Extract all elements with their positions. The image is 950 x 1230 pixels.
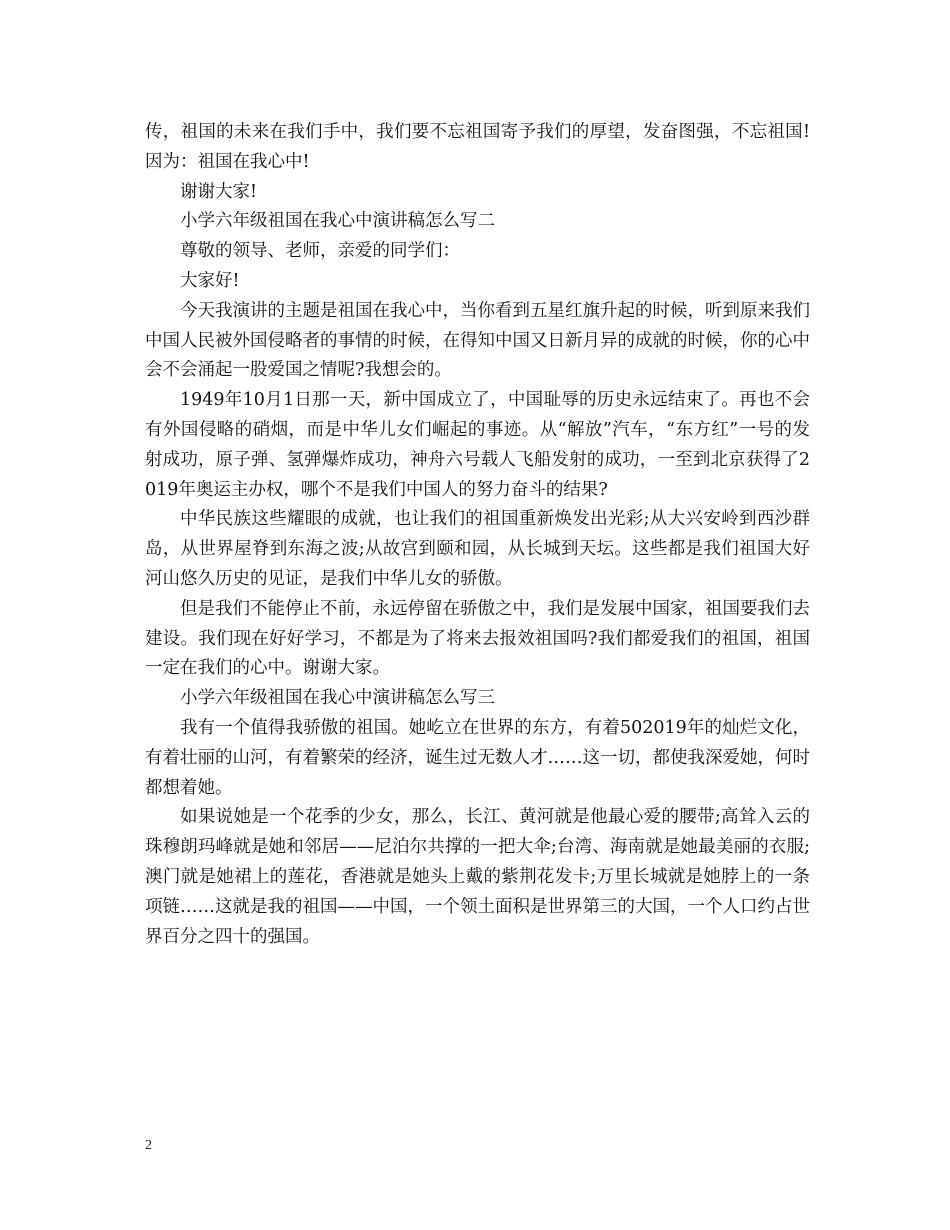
paragraph: 传，祖国的未来在我们手中，我们要不忘祖国寄予我们的厚望，发奋图强，不忘祖国!因为：祖国在我心中! [145, 122, 810, 172]
section-heading: 小学六年级祖国在我心中演讲稿怎么写二 [180, 211, 495, 232]
salutation: 尊敬的领导、老师，亲爱的同学们： [180, 241, 460, 262]
paragraph: 如果说她是一个花季的少女，那么，长江、黄河就是他最心爱的腰带;高耸入云的珠穆朗玛峰就是她和邻居——尼泊尔共撑的一把大伞;台湾、海南就是她最美丽的衣服;澳门就是她裙上的莲花，香港就是她头上戴的紫荆花发卡;万里长城就是她脖上的一条项链……这就是我的祖国——中国，一个领土面积是世界第三的大国，一个人口约占世界百分之四十的强国。 [145, 807, 810, 947]
paragraph: 谢谢大家! [180, 181, 258, 202]
paragraph: 今天我演讲的主题是祖国在我心中，当你看到五星红旗升起的时候，听到原来我们中国人民被外国侵略者的事情的时候，在得知中国又日新月异的成就的时候，你的心中会不会涌起一股爱国之情呢?我想会的。 [145, 300, 810, 381]
paragraph: 我有一个值得我骄傲的祖国。她屹立在世界的东方，有着502019年的灿烂文化，有着壮丽的山河，有着繁荣的经济，诞生过无数人才……这一切，都使我深爱她，何时都想着她。 [145, 717, 810, 798]
page-number: 2 [145, 1138, 152, 1153]
greeting: 大家好! [180, 270, 240, 291]
paragraph: 但是我们不能停止不前，永远停留在骄傲之中，我们是发展中国家，祖国要我们去建设。我们现在好好学习，不都是为了将来去报效祖国吗?我们都爱我们的祖国，祖国一定在我们的心中。谢谢大家。 [145, 598, 810, 679]
section-heading: 小学六年级祖国在我心中演讲稿怎么写三 [180, 688, 495, 709]
paragraph: 中华民族这些耀眼的成就，也让我们的祖国重新焕发出光彩;从大兴安岭到西沙群岛，从世界屋脊到东海之波;从故宫到颐和园，从长城到天坛。这些都是我们祖国大好河山悠久历史的见证，是我们中华儿女的骄傲。 [145, 509, 810, 589]
paragraph: 1949年10月1日那一天，新中国成立了，中国耻辱的历史永远结束了。再也不会有外国侵略的硝烟，而是中华儿女们崛起的事迹。从“解放”汽车，“东方红”一号的发射成功，原子弹、氢弹爆炸成功，神舟六号载人飞船发射的成功，一至到北京获得了2019年奥运主办权，哪个不是我们中国人的努力奋斗的结果? [145, 390, 810, 500]
document-body [145, 118, 810, 952]
